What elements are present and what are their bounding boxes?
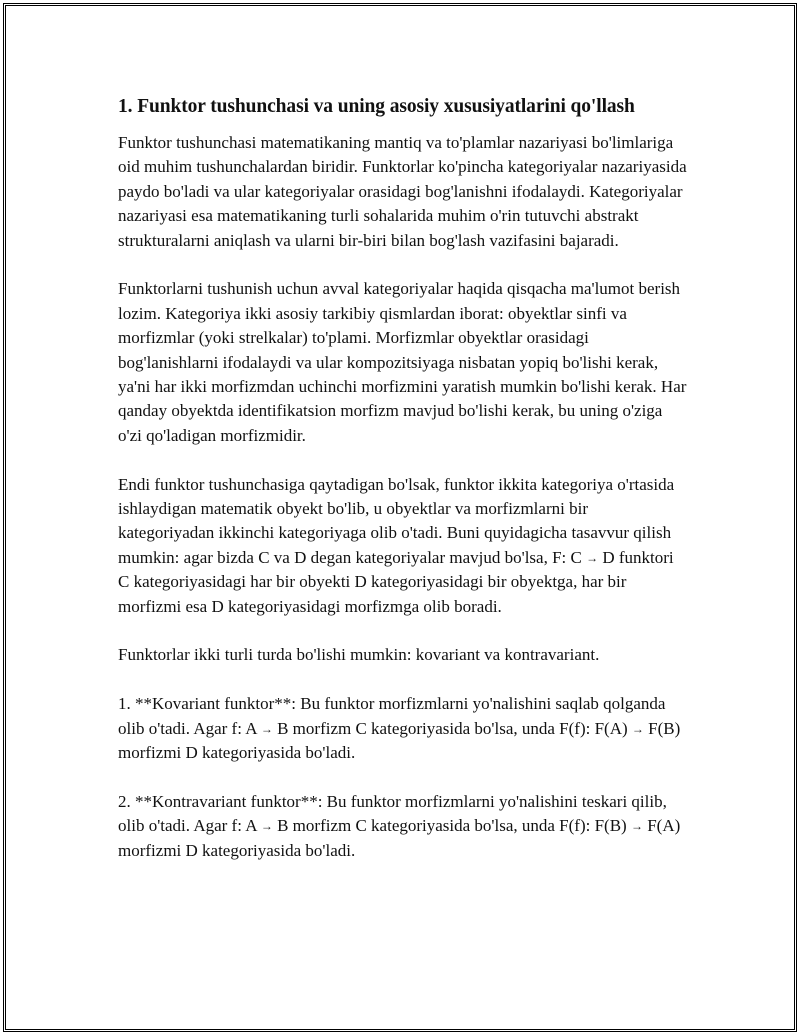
arrow-glyph: → — [631, 721, 644, 736]
paragraph-category-definition: Funktorlarni tushunish uchun avval kategoriyalar haqida qisqacha ma'lumot berish lozim. Kategoriya ikki asosiy tarkibiy qismlardan iborat: obyektlar sinfi va morfizmlar (yoki strelkalar) to'plami. Morfizmlar obyektlar orasidagi bog'lanishlarni ifodalaydi va ular kompozitsiyaga nisbatan yopiq bo'lishi kerak, ya'ni har ikki morfizmdan uchinchi morfizmini yaratish mumkin bo'lishi kerak. Har qanday obyektda identifikatsion morfizm mavjud bo'lishi kerak, bu uning o'ziga o'zi qo'ladigan morfizmidir. — [118, 279, 687, 445]
list-item-contravariant: 2. **Kontravariant funktor**: Bu funktor morfizmlarni yo'nalishini teskari qilib, olib o'tadi. Agar f: A → B morfizm C kategoriyasida bo'lsa, unda F(f): F(B) → F(A) morfizmi D kategoriyasida bo'ladi. — [118, 791, 681, 860]
arrow-glyph: → — [586, 550, 599, 565]
arrow-glyph: → — [630, 819, 643, 834]
document-body — [118, 95, 688, 888]
arrow-glyph: → — [260, 819, 273, 834]
paragraph-functor-intro: Funktor tushunchasi matematikaning mantiq va to'plamlar nazariyasi bo'limlariga oid muhim tushunchalardan biridir. Funktorlar ko'pincha kategoriyalar nazariyasida paydo bo'ladi va ular kategoriyalar orasidagi bog'lanishni ifodalaydi. Kategoriyalar nazariyasi esa matematikaning turli sohalarida muhim o'rin tutuvchi abstrakt strukturalarni aniqlash va ularni bir-biri bilan bog'lash vazifasini bajaradi. — [118, 133, 687, 250]
paragraph-functor-types: Funktorlar ikki turli turda bo'lishi mumkin: kovariant va kontravariant. — [118, 645, 600, 665]
document-title: 1. Funktor tushunchasi va uning asosiy xususiyatlarini qo'llash — [118, 96, 635, 117]
paragraph-functor-definition: Endi funktor tushunchasiga qaytadigan bo'lsak, funktor ikkita kategoriya o'rtasida ishlaydigan matematik obyekt bo'lib, u obyektlar va morfizmlarni bir kategoriyadan ikkinchi kategoriyaga olib o'tadi. Buni quyidagicha tasavvur qilish mumkin: agar bizda C va D degan kategoriyalar mavjud bo'lsa, F: C → D funktori C kategoriyasidagi har bir obyekti D kategoriyasidagi bir obyektga, har bir morfizmi esa D kategoriyasidagi morfizmga olib boradi. — [118, 474, 675, 616]
list-item-covariant: 1. **Kovariant funktor**: Bu funktor morfizmlarni yo'nalishini saqlab qolganda olib o'tadi. Agar f: A → B morfizm C kategoriyasida bo'lsa, unda F(f): F(A) → F(B) morfizmi D kategoriyasida bo'ladi. — [118, 694, 681, 763]
arrow-glyph: → — [260, 721, 273, 736]
